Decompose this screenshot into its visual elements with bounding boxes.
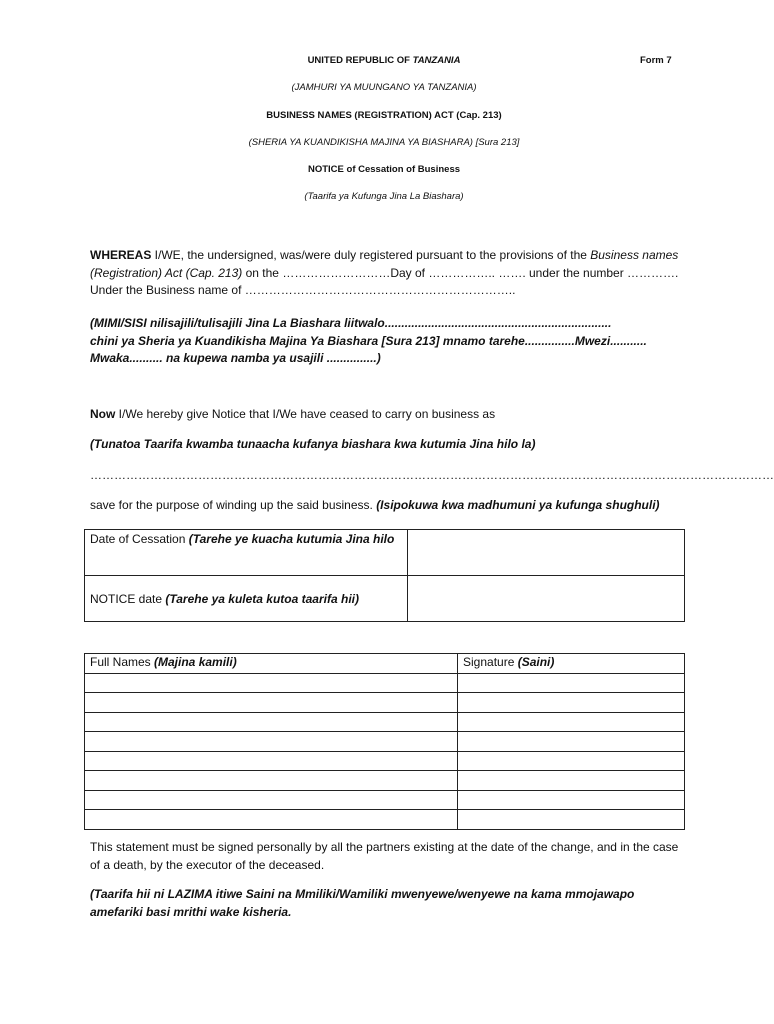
header-line-jamhuri: (JAMHURI YA MUUNGANO YA TANZANIA) <box>291 82 477 93</box>
cessation-label-cell <box>85 530 408 576</box>
table-row <box>85 693 685 713</box>
cessation-swahili: (Tarehe ye kuacha kutumia Jina hilo <box>188 532 395 546</box>
notice-date-value-cell[interactable] <box>408 576 685 622</box>
header-line-notice <box>0 164 768 175</box>
full-name-cell[interactable] <box>85 673 458 693</box>
notice-text: I/We hereby give Notice that I/We have ceased to carry on business as <box>115 407 496 421</box>
names-header-row <box>85 654 685 674</box>
swahili-line-1: (MIMI/SISI nilisajili/tulisajili Jina La Biashara liitwalo.................................................................... <box>90 316 612 330</box>
full-name-cell[interactable] <box>85 790 458 810</box>
cessation-row <box>85 530 685 576</box>
form-number: Form 7 <box>640 55 672 66</box>
whereas-act: Business names (Registration) Act (Cap. 213) <box>90 248 679 280</box>
table-row <box>85 790 685 810</box>
signature-header <box>458 654 685 674</box>
republic-country: TANZANIA <box>412 55 461 66</box>
table-row <box>85 771 685 791</box>
whereas-text-1: I/WE, the undersigned, was/were duly registered pursuant to the provisions of the <box>151 248 591 262</box>
swahili-line-2: chini ya Sheria ya Kuandikisha Majina Ya Biashara [Sura 213] mnamo tarehe...............Mwezi........... <box>90 333 647 348</box>
save-text: save for the purpose of winding up the said business. <box>90 498 377 512</box>
header-line-taarifa: (Taarifa ya Kufunga Jina La Biashara) <box>304 191 464 202</box>
swahili-line-3: Mwaka.......... na kupewa namba ya usajili ...............) <box>90 351 381 365</box>
full-name-cell[interactable] <box>85 693 458 713</box>
swahili-paragraph <box>90 315 690 368</box>
full-name-cell[interactable] <box>85 732 458 752</box>
signature-cell[interactable] <box>458 673 685 693</box>
notice-lead: Now <box>90 407 116 421</box>
whereas-paragraph <box>90 247 690 300</box>
whereas-lead: WHEREAS <box>90 248 152 262</box>
table-row <box>85 810 685 830</box>
notice-title-bold: NOTICE <box>307 164 344 175</box>
cessation-label: Date of Cessation <box>90 532 189 546</box>
signature-cell[interactable] <box>458 712 685 732</box>
act-cap: Cap. 213 <box>459 110 499 121</box>
full-name-cell[interactable] <box>85 712 458 732</box>
footer-swahili: (Taarifa hii ni LAZIMA itiwe Saini na Mmiliki/Wamiliki mwenyewe/wenyewe na kama mmojawapo amefariki basi mrithi wake kisheria. <box>90 887 635 919</box>
header-line-act <box>0 110 768 121</box>
signature-cell[interactable] <box>458 790 685 810</box>
names-signature-table <box>84 653 685 830</box>
signature-swahili: (Saini) <box>517 655 555 669</box>
notice-date-swahili: (Tarehe ya kuleta kutoa taarifa hii) <box>165 591 359 606</box>
table-row <box>85 751 685 771</box>
date-table <box>84 529 685 622</box>
full-name-cell[interactable] <box>85 771 458 791</box>
full-name-cell[interactable] <box>85 810 458 830</box>
full-names-swahili: (Majina kamili) <box>154 655 237 669</box>
whereas-text-2: on the ………………………Day of …………….. ……. under the number …………. Under the Business name of ………………………………………………………….. <box>90 265 679 297</box>
header-line-sheria: (SHERIA YA KUANDIKISHA MAJINA YA BIASHARA) [Sura 213] <box>248 137 520 148</box>
notice-swahili: (Tunatoa Taarifa kwamba tunaacha kufanya biashara kwa kutumia Jina hilo la) <box>90 437 536 451</box>
signature-cell[interactable] <box>458 771 685 791</box>
table-row <box>85 712 685 732</box>
footer-statement: This statement must be signed personally by all the partners existing at the date of the change, and in the case of a death, by the executor of the deceased. <box>90 840 679 872</box>
signature-cell[interactable] <box>458 693 685 713</box>
republic-prefix: UNITED REPUBLIC OF <box>307 55 413 66</box>
act-prefix: BUSINESS NAMES (REGISTRATION) ACT ( <box>266 110 460 121</box>
save-line <box>90 498 660 512</box>
table-row <box>85 673 685 693</box>
full-names-label: Full Names <box>90 655 155 669</box>
signature-cell[interactable] <box>458 810 685 830</box>
notice-date-row <box>85 576 685 622</box>
save-swahili: (Isipokuwa kwa madhumuni ya kufunga shughuli) <box>376 498 660 512</box>
cessation-value-cell[interactable] <box>408 530 685 576</box>
signature-cell[interactable] <box>458 751 685 771</box>
notice-title-rest: of Cessation of Business <box>343 164 461 175</box>
notice-line <box>90 407 495 421</box>
notice-dots: ……………………………………………………………………………………………………………………………………………………… <box>90 468 774 482</box>
signature-cell[interactable] <box>458 732 685 752</box>
full-names-header <box>85 654 458 674</box>
notice-date-label: NOTICE date <box>90 591 166 606</box>
signature-label: Signature <box>463 655 518 669</box>
full-name-cell[interactable] <box>85 751 458 771</box>
table-row <box>85 732 685 752</box>
act-suffix: ) <box>498 110 502 121</box>
notice-date-label-cell <box>85 576 408 622</box>
